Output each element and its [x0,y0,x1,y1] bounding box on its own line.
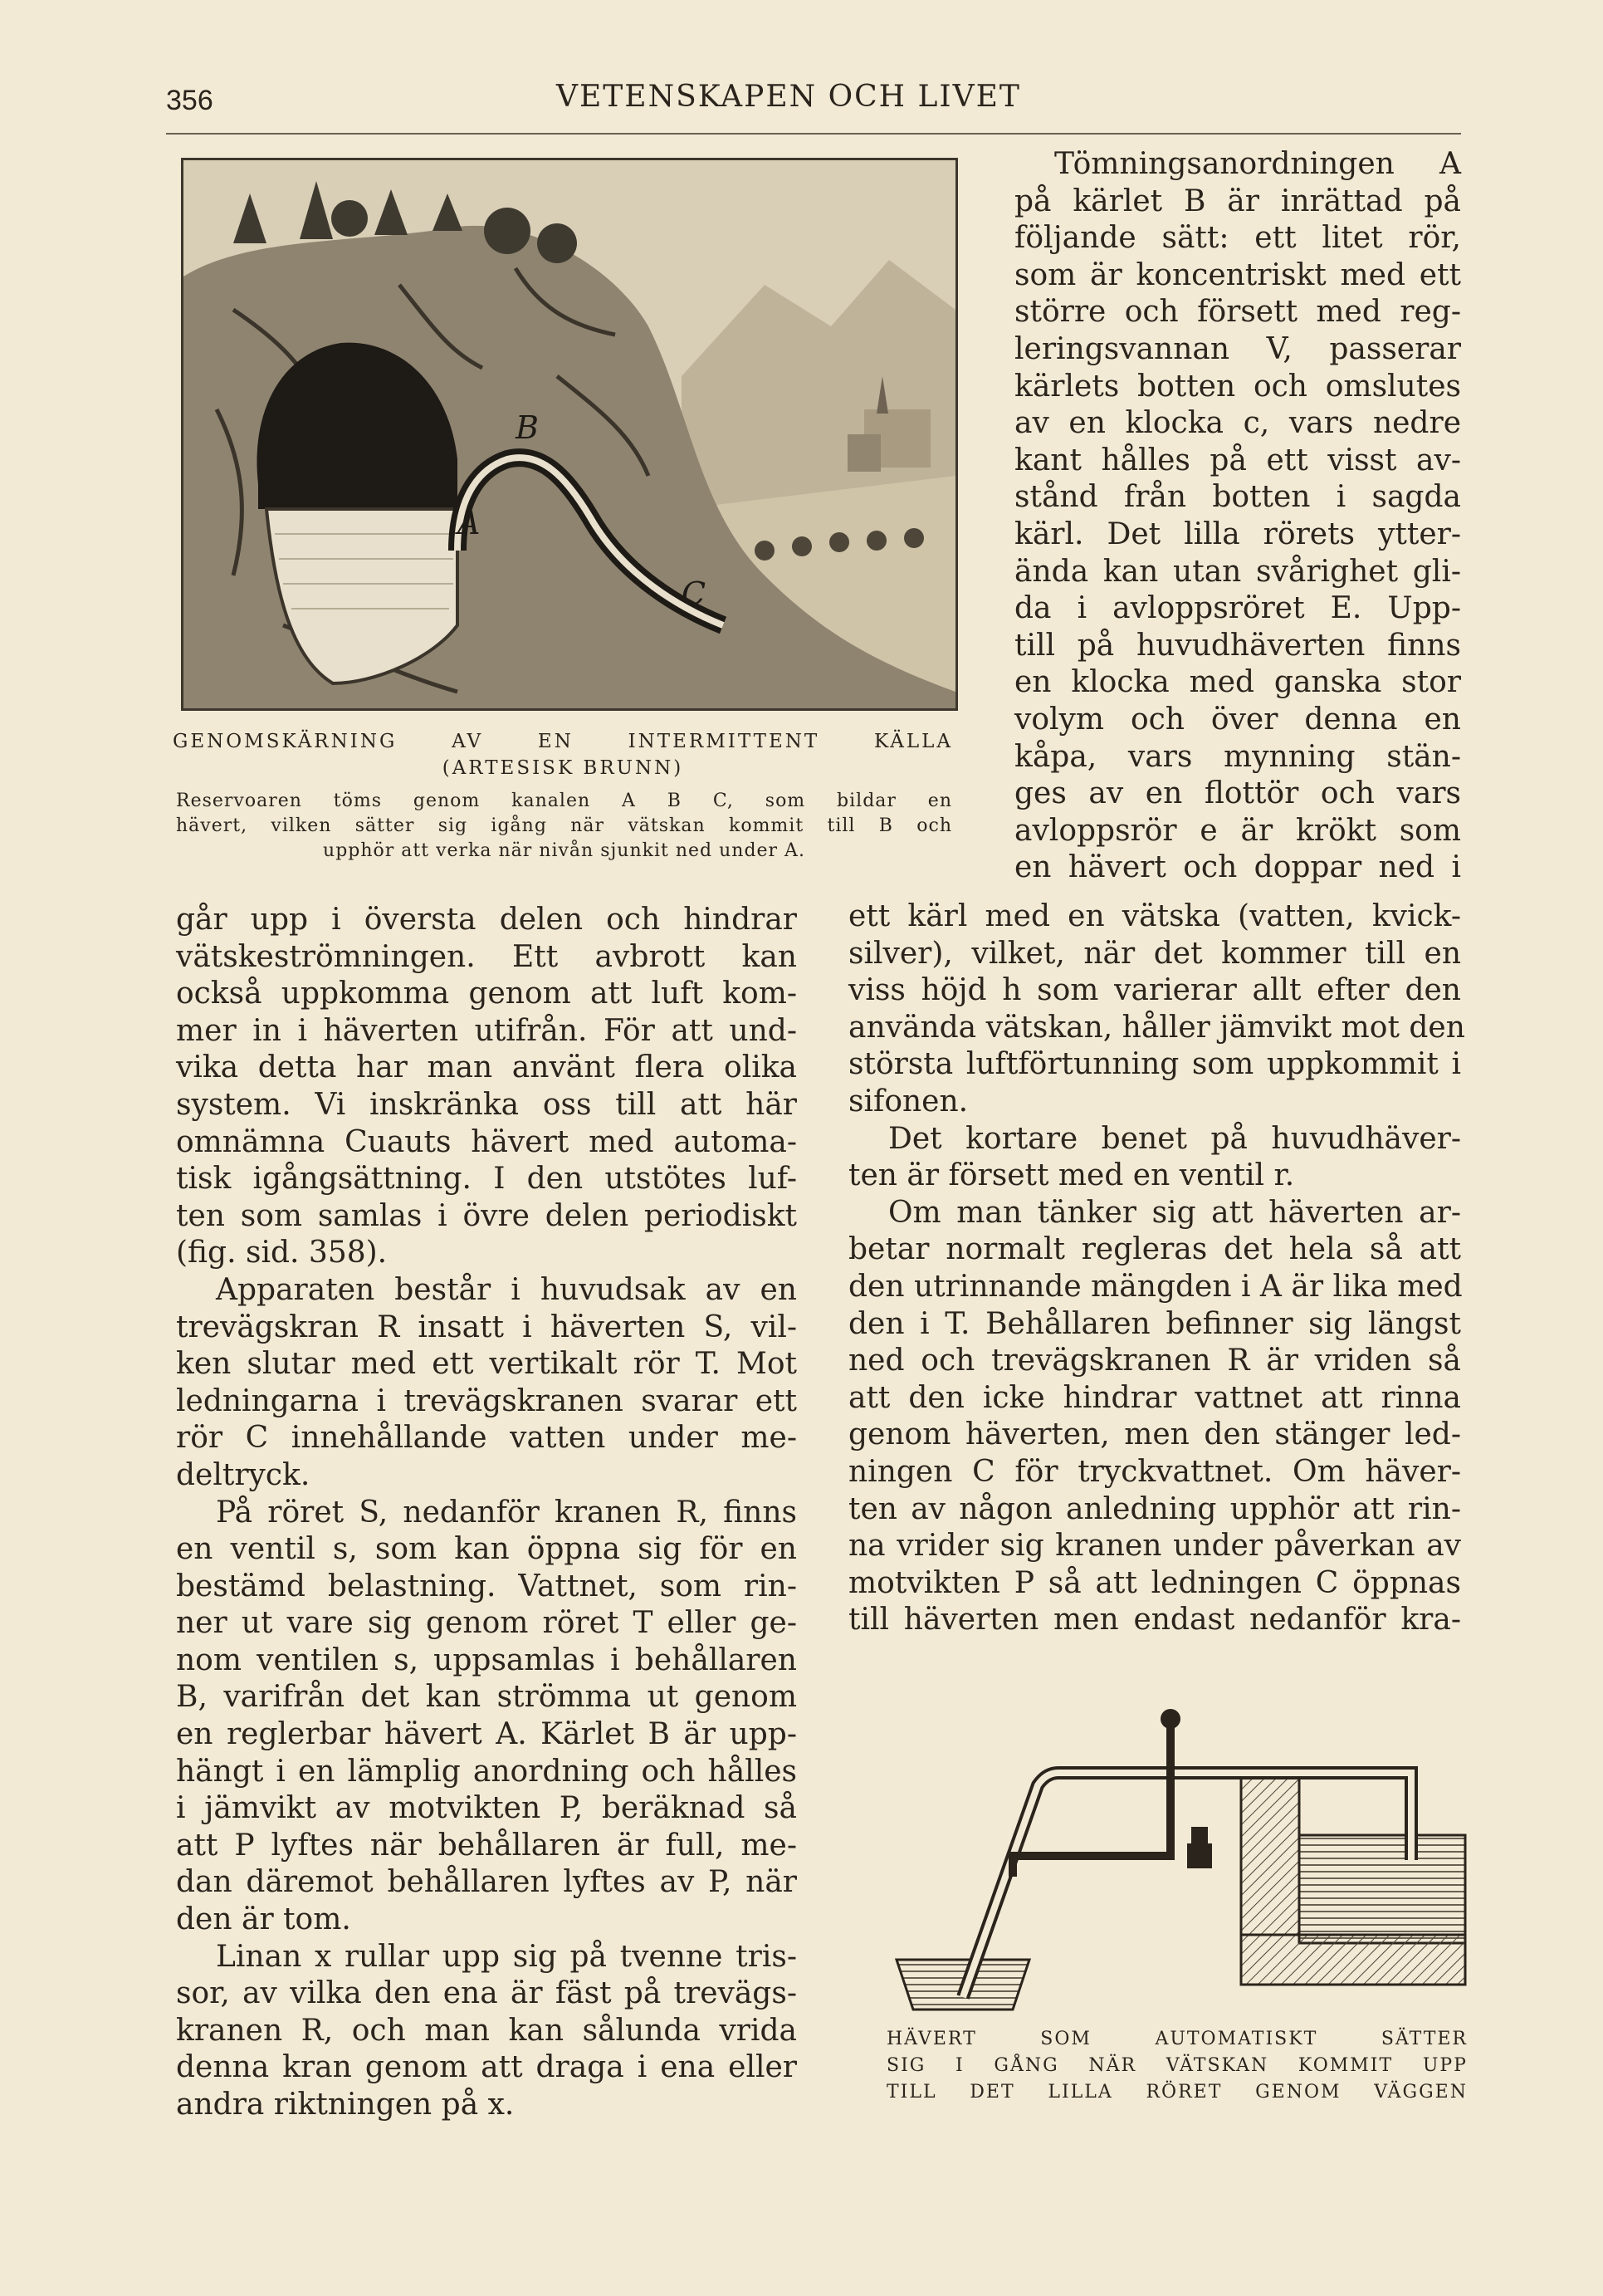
text-line: denna kran genom att draga i ena eller [176,2050,797,2085]
text-line: att den icke hindrar vattnet att rinna [848,1380,1461,1415]
right-column-bottom [848,898,1465,1639]
text-line: genom häverten, men den stänger led- [848,1417,1461,1452]
text-line: kranen R, och man kan sålunda vrida [176,2013,797,2048]
label-a: A [457,505,481,541]
siphon-diagram [880,1669,1469,2018]
text-line: ten är försett med en ventil r. [848,1158,1295,1193]
text-line: ges av en flottör och vars [1014,776,1461,811]
text-line: rör C innehållande vatten under me- [176,1421,797,1456]
left-column [176,902,797,2124]
text-line: system. Vi inskränka oss till att här [176,1087,797,1122]
text-line: Linan x rullar upp sig på tvenne tris- [216,1939,797,1974]
text-line: ned och trevägskranen R är vriden så [848,1344,1461,1378]
text-line: B, varifrån det kan strömma ut genom [176,1680,797,1715]
text-line: På röret S, nedanför kranen R, finns [216,1495,797,1530]
figure1-caption [176,789,952,864]
page-header [166,75,1461,135]
text-line: av en klocka c, vars nedre [1014,406,1461,441]
text-line: volym och över denna en [1014,702,1461,737]
text-line: kåpa, vars mynning stän- [1014,739,1461,774]
text-line: dan däremot behållaren lyftes av P, när [176,1865,797,1900]
text-line: betar normalt regleras det hela så att [848,1232,1461,1267]
figure1-caption-line: hävert, vilken sätter sig igång när vätskan kommit till B och [176,815,952,836]
text-line: den utrinnande mängden i A är lika med [848,1269,1463,1304]
page-number: 356 [166,85,213,116]
text-line: sor, av vilka den ena är fäst på trevägs- [176,1976,797,2011]
text-line: ner ut vare sig genom röret T eller ge- [176,1606,797,1641]
text-line: ten av någon anledning upphör att rin- [848,1491,1461,1526]
text-line: leringsvannan V, passerar [1014,331,1461,366]
text-line: stånd från botten i sagda [1014,480,1461,515]
text-line: använda vätskan, håller jämvikt mot den [848,1010,1465,1045]
text-line: följande sätt: ett litet rör, [1014,221,1461,256]
figure1-title-sub: (ARTESISK BRUNN) [442,757,684,779]
text-line: till häverten men endast nedanför kra- [848,1603,1461,1638]
figure2-caption [887,2026,1468,2106]
text-line: silver), vilket, när det kommer till en [848,936,1461,971]
figure-siphon [880,1669,1469,2018]
figure2-caption-line: SIG I GÅNG NÄR VÄTSKAN KOMMIT UPP [887,2055,1468,2076]
text-line: andra riktningen på x. [176,2088,515,2122]
text-line: ten som samlas i övre delen periodiskt [176,1198,797,1233]
text-line: som är koncentriskt med ett [1014,257,1461,292]
text-line: da i avloppsröret E. Upp- [1014,591,1461,626]
text-line: bestämd belastning. Vattnet, som rin- [176,1569,797,1603]
text-line: att P lyftes när behållaren är full, me- [176,1828,797,1863]
text-line: ledningarna i trevägskranen svarar ett [176,1383,797,1418]
text-line: Apparaten består i huvudsak av en [216,1272,797,1307]
text-line: Tömningsanordningen A [1054,147,1461,181]
text-line: (fig. sid. 358). [176,1236,388,1270]
text-line: mer in i häverten utifrån. För att und- [176,1013,797,1048]
text-line: vätskeströmningen. Ett avbrott kan [176,939,797,974]
running-head: VETENSKAPEN OCH LIVET [556,80,1021,114]
text-line: i jämvikt av motvikten P, beräknad så [176,1791,797,1826]
right-column-top [1014,146,1461,887]
text-line: ningen C för tryckvattnet. Om häver- [848,1454,1461,1489]
text-line: kärl. Det lilla rörets ytter- [1014,516,1461,551]
text-line: den i T. Behållaren befinner sig längst [848,1306,1461,1341]
text-line: största luftförtunning som uppkommit i [848,1047,1461,1082]
text-line: na vrider sig kranen under påverkan av [848,1529,1461,1564]
text-line: omnämna Cuauts hävert med automa- [176,1124,797,1159]
text-line: ken slutar med ett vertikalt rör T. Mot [176,1347,797,1382]
text-line: deltryck. [176,1457,310,1492]
text-line: ett kärl med en vätska (vatten, kvick- [848,899,1461,933]
text-line: kant hålles på ett visst av- [1014,443,1461,477]
text-line: Om man tänker sig att häverten ar- [888,1195,1461,1230]
text-line: sifonen. [848,1084,969,1119]
text-line: motvikten P så att ledningen C öppnas [848,1565,1461,1600]
text-line: en ventil s, som kan öppna sig för en [176,1532,797,1567]
text-line: går upp i översta delen och hindrar [176,903,797,937]
text-line: en reglerbar hävert A. Kärlet B är upp- [176,1717,797,1752]
text-line: till på huvudhäverten finns [1014,628,1461,663]
label-c: C [682,575,706,612]
text-line: viss höjd h som varierar allt efter den [848,973,1461,1008]
figure1-title: GENOMSKÄRNING AV EN INTERMITTENT KÄLLA [173,731,953,752]
figure1-caption-line: upphör att verka när nivån sjunkit ned under A. [323,840,805,861]
figure2-caption-line: HÄVERT SOM AUTOMATISKT SÄTTER [887,2029,1468,2049]
text-line: också uppkomma genom att luft kom- [176,977,797,1011]
text-line: kärlets botten och omslutes [1014,369,1461,404]
text-line: större och försett med reg- [1014,295,1461,330]
label-b: B [516,409,539,446]
text-line: Det kortare benet på huvudhäver- [888,1121,1461,1156]
text-line: nom ventilen s, uppsamlas i behållaren [176,1642,797,1677]
text-line: vika detta har man använt flera olika [176,1050,797,1085]
artesian-spring-illustration [183,160,955,708]
text-line: tisk igångsättning. I den utstötes luf- [176,1162,797,1197]
text-line: hängt i en lämplig anordning och hålles [176,1754,797,1789]
figure-artesian-spring [181,158,958,711]
text-line: ända kan utan svårighet gli- [1014,554,1461,589]
text-line: den är tom. [176,1902,351,1937]
figure1-caption-line: Reservoaren töms genom kanalen A B C, som bildar en [176,791,952,811]
figure2-caption-line: TILL DET LILLA RÖRET GENOM VÄGGEN [887,2082,1468,2103]
text-line: avloppsrör e är krökt som [1014,813,1461,848]
text-line: en hävert och doppar ned i [1014,850,1461,885]
text-line: en klocka med ganska stor [1014,665,1461,700]
text-line: på kärlet B är inrättad på [1014,184,1461,218]
text-line: trevägskran R insatt i häverten S, vil- [176,1310,797,1344]
